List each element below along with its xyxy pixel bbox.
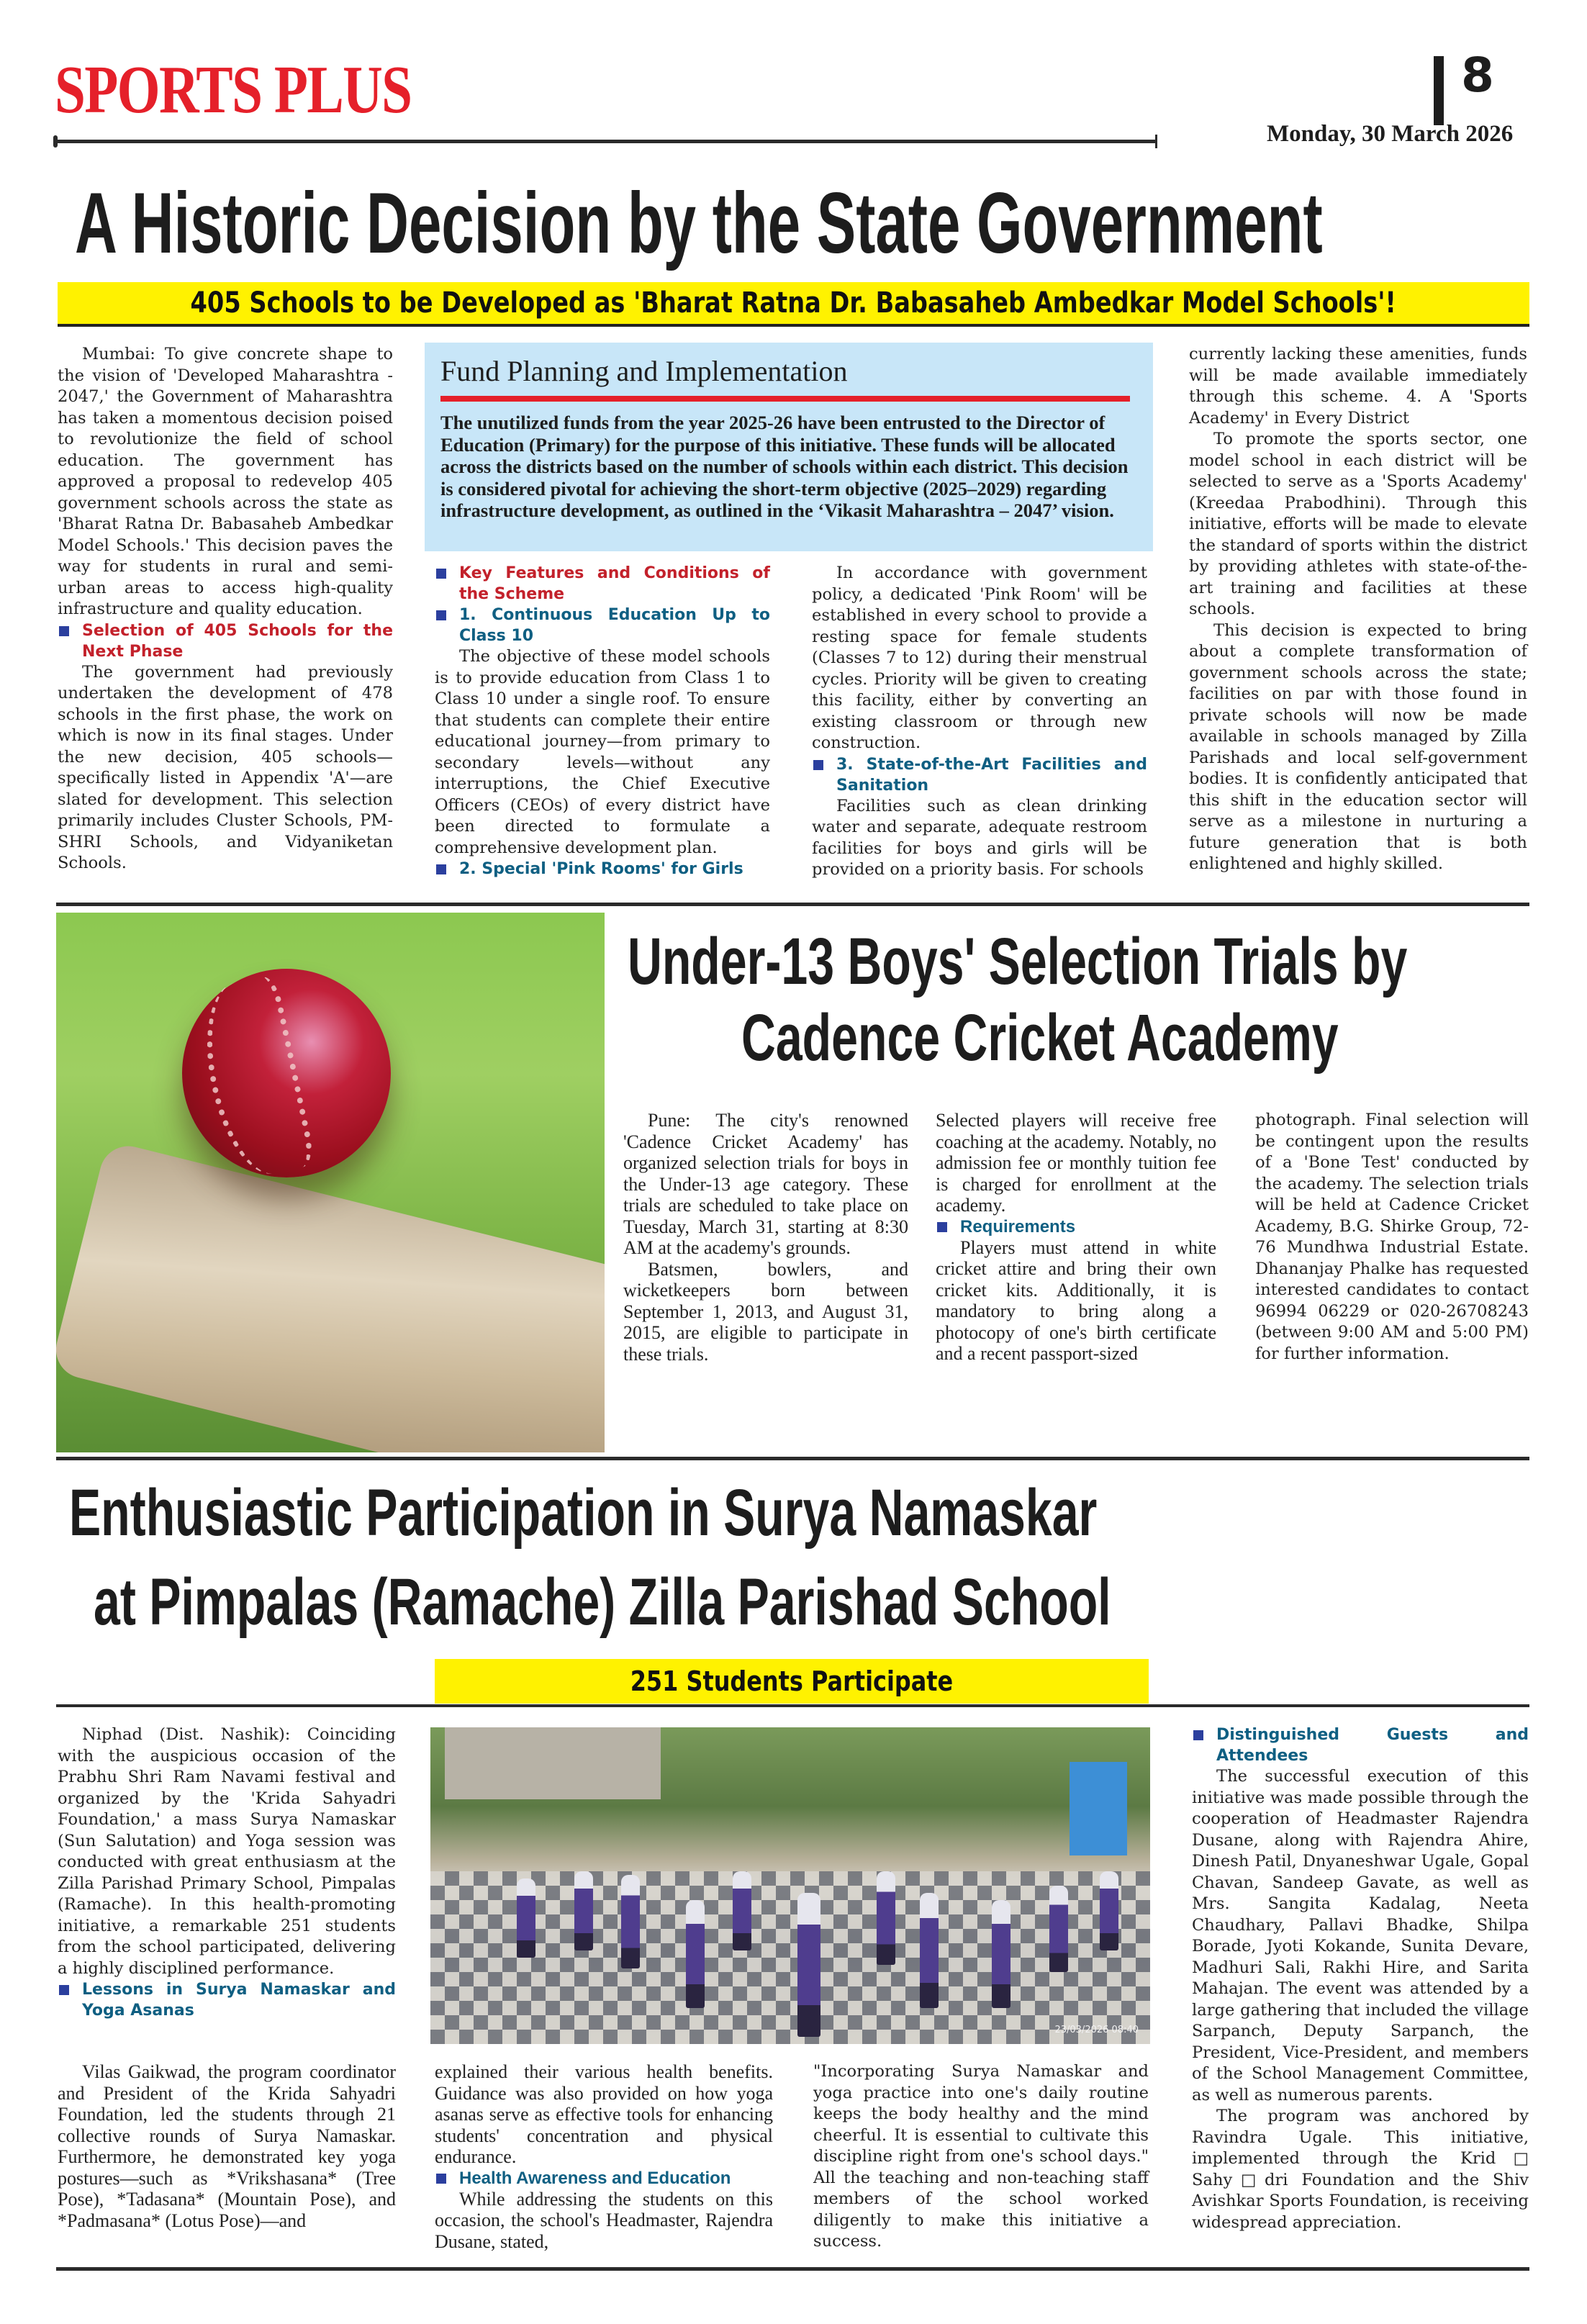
page-number: 8 xyxy=(1461,48,1494,103)
article3-paragraph: While addressing the students on this occasion, the school's Headmaster, Rajendra Dusane, stated, xyxy=(435,2188,773,2252)
article1-paragraph: The government had previously undertaken the development of 478 schools in the first phase, the work on which is now in its final stages. Under the new decision, 405 schools—specifically listed in Appendix 'A'—are slated for development. This selection primarily includes Cluster Schools, PM-SHRI Schools, and Vidyaniketan Schools. xyxy=(58,662,393,872)
student-figure xyxy=(797,1893,820,2037)
article1-subhead: Key Features and Conditions of the Scheme xyxy=(435,563,770,605)
article1-paragraph: Facilities such as clean drinking water and separate, adequate restroom facilities for boys and girls will be provided on a priority basis. For schools xyxy=(812,796,1147,879)
article3-paragraph: The successful execution of this initiative was made possible through the cooperation of Headmaster Rajendra Dusane, along with Rajendra Ahire, Dinesh Patil, Dnyaneshwar Ugale, Gopal Chavan, Sandeep Gavate, as well as Mrs. Sangita Kadalag, Neeta Chaudhary, Pallavi Bhadke, Shilpa Borade, Jyoti Kokande, Sunita Devare, Madhuri Sali, Rakhi Hire, and Sarita Mahajan. The event was attended by a large gathering that included the village Sarpanch, Deputy Sarpanch, the President, Vice-President, and members of the School Management Committee, as well as numerous parents. xyxy=(1192,1767,1529,2104)
fund-box-rule xyxy=(440,396,1130,402)
student-figure xyxy=(1049,1886,1068,1972)
article3-deck xyxy=(435,1659,1149,1704)
article1-deck xyxy=(58,282,1529,327)
masthead-title: SPORTS PLUS xyxy=(55,53,412,127)
article1-subhead: 3. State-of-the-Art Facilities and Sanitation xyxy=(812,754,1147,796)
article3-subhead: Distinguished Guests and Attendees xyxy=(1192,1724,1529,1766)
article1-paragraph: Mumbai: To give concrete shape to the vision of 'Developed Maharashtra - 2047,' the Government of Maharashtra has taken a momentous decision poised to revolutionize the field of school education. The government has approved a proposal to redevelop 405 government schools across the state as 'Bharat Ratna Dr. Babasaheb Ambedkar Model Schools.' This decision paves the way for students in rural and semi-urban areas to access high-quality infrastructure and quality education. xyxy=(58,345,393,618)
section-divider xyxy=(56,1704,1529,1707)
student-figure xyxy=(920,1893,939,2008)
article3-column-1b xyxy=(58,2061,396,2231)
student-figure xyxy=(621,1875,640,1968)
article1-headline: A Historic Decision by the State Government xyxy=(75,175,1323,271)
article1-paragraph: In accordance with government policy, a dedicated 'Pink Room' will be established in every school to provide a resting space for female students (Classes 7 to 12) during their menstrual cycles. Priority will be given to creating this facility, either by converting an existing classroom or through new construction. xyxy=(812,564,1147,752)
article1-paragraph: The objective of these model schools is to provide education from Class 1 to Class 10 under a single roof. To ensure that students can complete their entire educational journey—from primary to secondary levels—without any interruptions, the Chief Executive Officers (CEOs) of every district have been directed to formulate a comprehensive development plan. xyxy=(435,647,770,857)
article2-headline-line2: Cadence Cricket Academy xyxy=(741,1001,1339,1075)
student-figure xyxy=(992,1900,1010,2008)
student-figure xyxy=(574,1871,593,1950)
student-figure xyxy=(686,1900,705,2008)
article2-paragraph: Players must attend in white cricket attire and bring their own cricket kits. Additionally, it is mandatory to bring along a photocopy of one's birth certificate and a recent passport-sized xyxy=(936,1236,1216,1364)
fund-box-text: The unutilized funds from the year 2025-26 have been entrusted to the Director of Education (Primary) for the purpose of this initiative. These funds will be allocated across the districts based on the number of schools within each district. This decision is considered pivotal for achieving the short-term objective (2025–2029) regarding infrastructure development, as outlined in the ‘Vikasit Maharashtra – 2047’ vision. xyxy=(440,412,1129,521)
photo-timestamp: 23/03/2026 08:40 xyxy=(1054,2025,1139,2035)
article1-subhead: Selection of 405 Schools for the Next Phase xyxy=(58,620,393,662)
article2-column-1 xyxy=(623,1110,908,1365)
article1-deck-text: 405 Schools to be Developed as 'Bharat Ratna Dr. Babasaheb Ambedkar Model Schools'! xyxy=(190,286,1397,320)
article2-paragraph: Pune: The city's renowned 'Cadence Cricket Academy' has organized selection trials for boys in the Under-13 age category. These trials are scheduled to take place on Tuesday, March 31, starting at 8:30 AM at the academy's grounds. xyxy=(623,1110,908,1258)
article3-column-4 xyxy=(1192,1724,1529,2233)
masthead-rule xyxy=(56,140,1156,143)
article1-column-2 xyxy=(435,563,770,880)
section-divider xyxy=(56,903,1529,906)
article2-paragraph: Selected players will receive free coaching at the academy. Notably, no admission fee or monthly tuition fee is charged for enrollment at the academy. xyxy=(936,1110,1216,1216)
article1-subhead: 2. Special 'Pink Rooms' for Girls xyxy=(435,859,770,880)
article2-headline-line1: Under-13 Boys' Selection Trials by xyxy=(628,925,1408,998)
article1-column-3 xyxy=(812,563,1147,881)
article2-paragraph: photograph. Final selection will be contingent upon the results of a 'Bone Test' conducted by the academy. The selection trials will be held at Cadence Cricket Academy, B.G. Shirke Group, 72-76 Mundhwa Industrial Estate. Dhananjay Phalke has requested interested candidates to contact 96994 06229 or 020-26708243 (between 9:00 AM and 5:00 PM) for further information. xyxy=(1255,1111,1529,1363)
water-tank-shape xyxy=(1070,1762,1127,1855)
article3-column-1 xyxy=(58,1724,396,2021)
article3-subhead: Health Awareness and Education xyxy=(435,2168,773,2189)
issue-date: Monday, 30 March 2026 xyxy=(1267,121,1514,147)
article3-headline-line2: at Pimpalas (Ramache) Zilla Parishad School xyxy=(94,1565,1111,1639)
page-bottom-divider xyxy=(56,2267,1529,2271)
article3-paragraph: The program was anchored by Ravindra Ugale. This initiative, implemented through the Krid□ Sahy□dri Foundation and the Shiv Avishkar Sports Foundation, is receiving widespread appreciation. xyxy=(1192,2107,1529,2232)
article1-paragraph: This decision is expected to bring about a complete transformation of government schools across the state; facilities on par with those found in private schools will now be made available in schools managed by Zilla Parishads and local self-government bodies. It is confidently anticipated that this shift in the education sector will serve as a milestone in nurturing a future generation that is both enlightened and highly skilled. xyxy=(1189,620,1527,873)
student-figure xyxy=(517,1878,535,1958)
student-figure xyxy=(1100,1871,1118,1950)
article3-paragraph: explained their various health benefits. Guidance was also provided on how yoga asanas serve as effective tools for enhancing students' concentration and physical endurance. xyxy=(435,2061,773,2167)
page-number-bar xyxy=(1434,56,1444,125)
article1-paragraph: To promote the sports sector, one model school in each district will be selected to serve as a 'Sports Academy' (Kreedaa Prabodhini). Through this initiative, efforts will be made to elevate the standard of sports within the district by providing athletes with state-of-the-art training and facilities at these schools. xyxy=(1189,430,1527,618)
article1-subhead: 1. Continuous Education Up to Class 10 xyxy=(435,605,770,646)
article3-paragraph: Vilas Gaikwad, the program coordinator and President of the Krida Sahyadri Foundation, led the students through 21 collective rounds of Surya Namaskar. Furthermore, he demonstrated key yoga postures—such as *Vrikshasana* (Tree Pose), *Tadasana* (Mountain Pose), and *Padmasana* (Lotus Pose)—and xyxy=(58,2061,396,2231)
article3-column-3 xyxy=(813,2061,1149,2253)
article2-paragraph: Batsmen, bowlers, and wicketkeepers born between September 1, 2013, and August 31, 2015, are eligible to participate in these trials. xyxy=(623,1258,908,1365)
article2-subhead: Requirements xyxy=(936,1216,1216,1237)
article1-paragraph: currently lacking these amenities, funds will be made available immediately through this scheme. 4. A 'Sports Academy' in Every District xyxy=(1189,345,1527,428)
article3-column-2 xyxy=(435,2061,773,2252)
fund-box-title: Fund Planning and Implementation xyxy=(440,355,848,387)
article3-deck-text: 251 Students Participate xyxy=(630,1665,954,1697)
cricket-ball-photo xyxy=(56,913,605,1452)
article2-column-3 xyxy=(1255,1110,1529,1365)
surya-namaskar-photo xyxy=(430,1727,1150,2044)
cricket-bat-shape xyxy=(56,1140,605,1452)
checkered-ground xyxy=(430,1871,1150,2044)
article3-subhead: Lessons in Surya Namaskar and Yoga Asanas xyxy=(58,1979,396,2021)
article2-column-2 xyxy=(936,1110,1216,1365)
article3-headline-line1: Enthusiastic Participation in Surya Namaskar xyxy=(69,1476,1098,1550)
section-divider xyxy=(56,1457,1529,1460)
article3-paragraph: Niphad (Dist. Nashik): Coinciding with the auspicious occasion of the Prabhu Shri Ram Navami festival and organized by the 'Krida Sahyadri Foundation,' a mass Surya Namaskar (Sun Salutation) and Yoga session was conducted with great enthusiasm at the Zilla Parishad Primary School, Pimpalas (Ramache). In this health-promoting initiative, a remarkable 251 students from the school participated, delivering a highly disciplined performance. xyxy=(58,1725,396,1978)
school-shed-shape xyxy=(445,1727,661,1799)
article1-column-4 xyxy=(1189,344,1527,875)
article3-paragraph: "Incorporating Surya Namaskar and yoga practice into one's daily routine keeps the body healthy and the mind cheerful. It is essential to cultivate this discipline right from one's school days." All the teaching and non-teaching staff members of the school worked diligently to make this initiative a success. xyxy=(813,2062,1149,2251)
student-figure xyxy=(877,1871,895,1965)
student-figure xyxy=(733,1871,751,1950)
article1-column-1 xyxy=(58,344,393,874)
fund-planning-box xyxy=(425,343,1153,551)
